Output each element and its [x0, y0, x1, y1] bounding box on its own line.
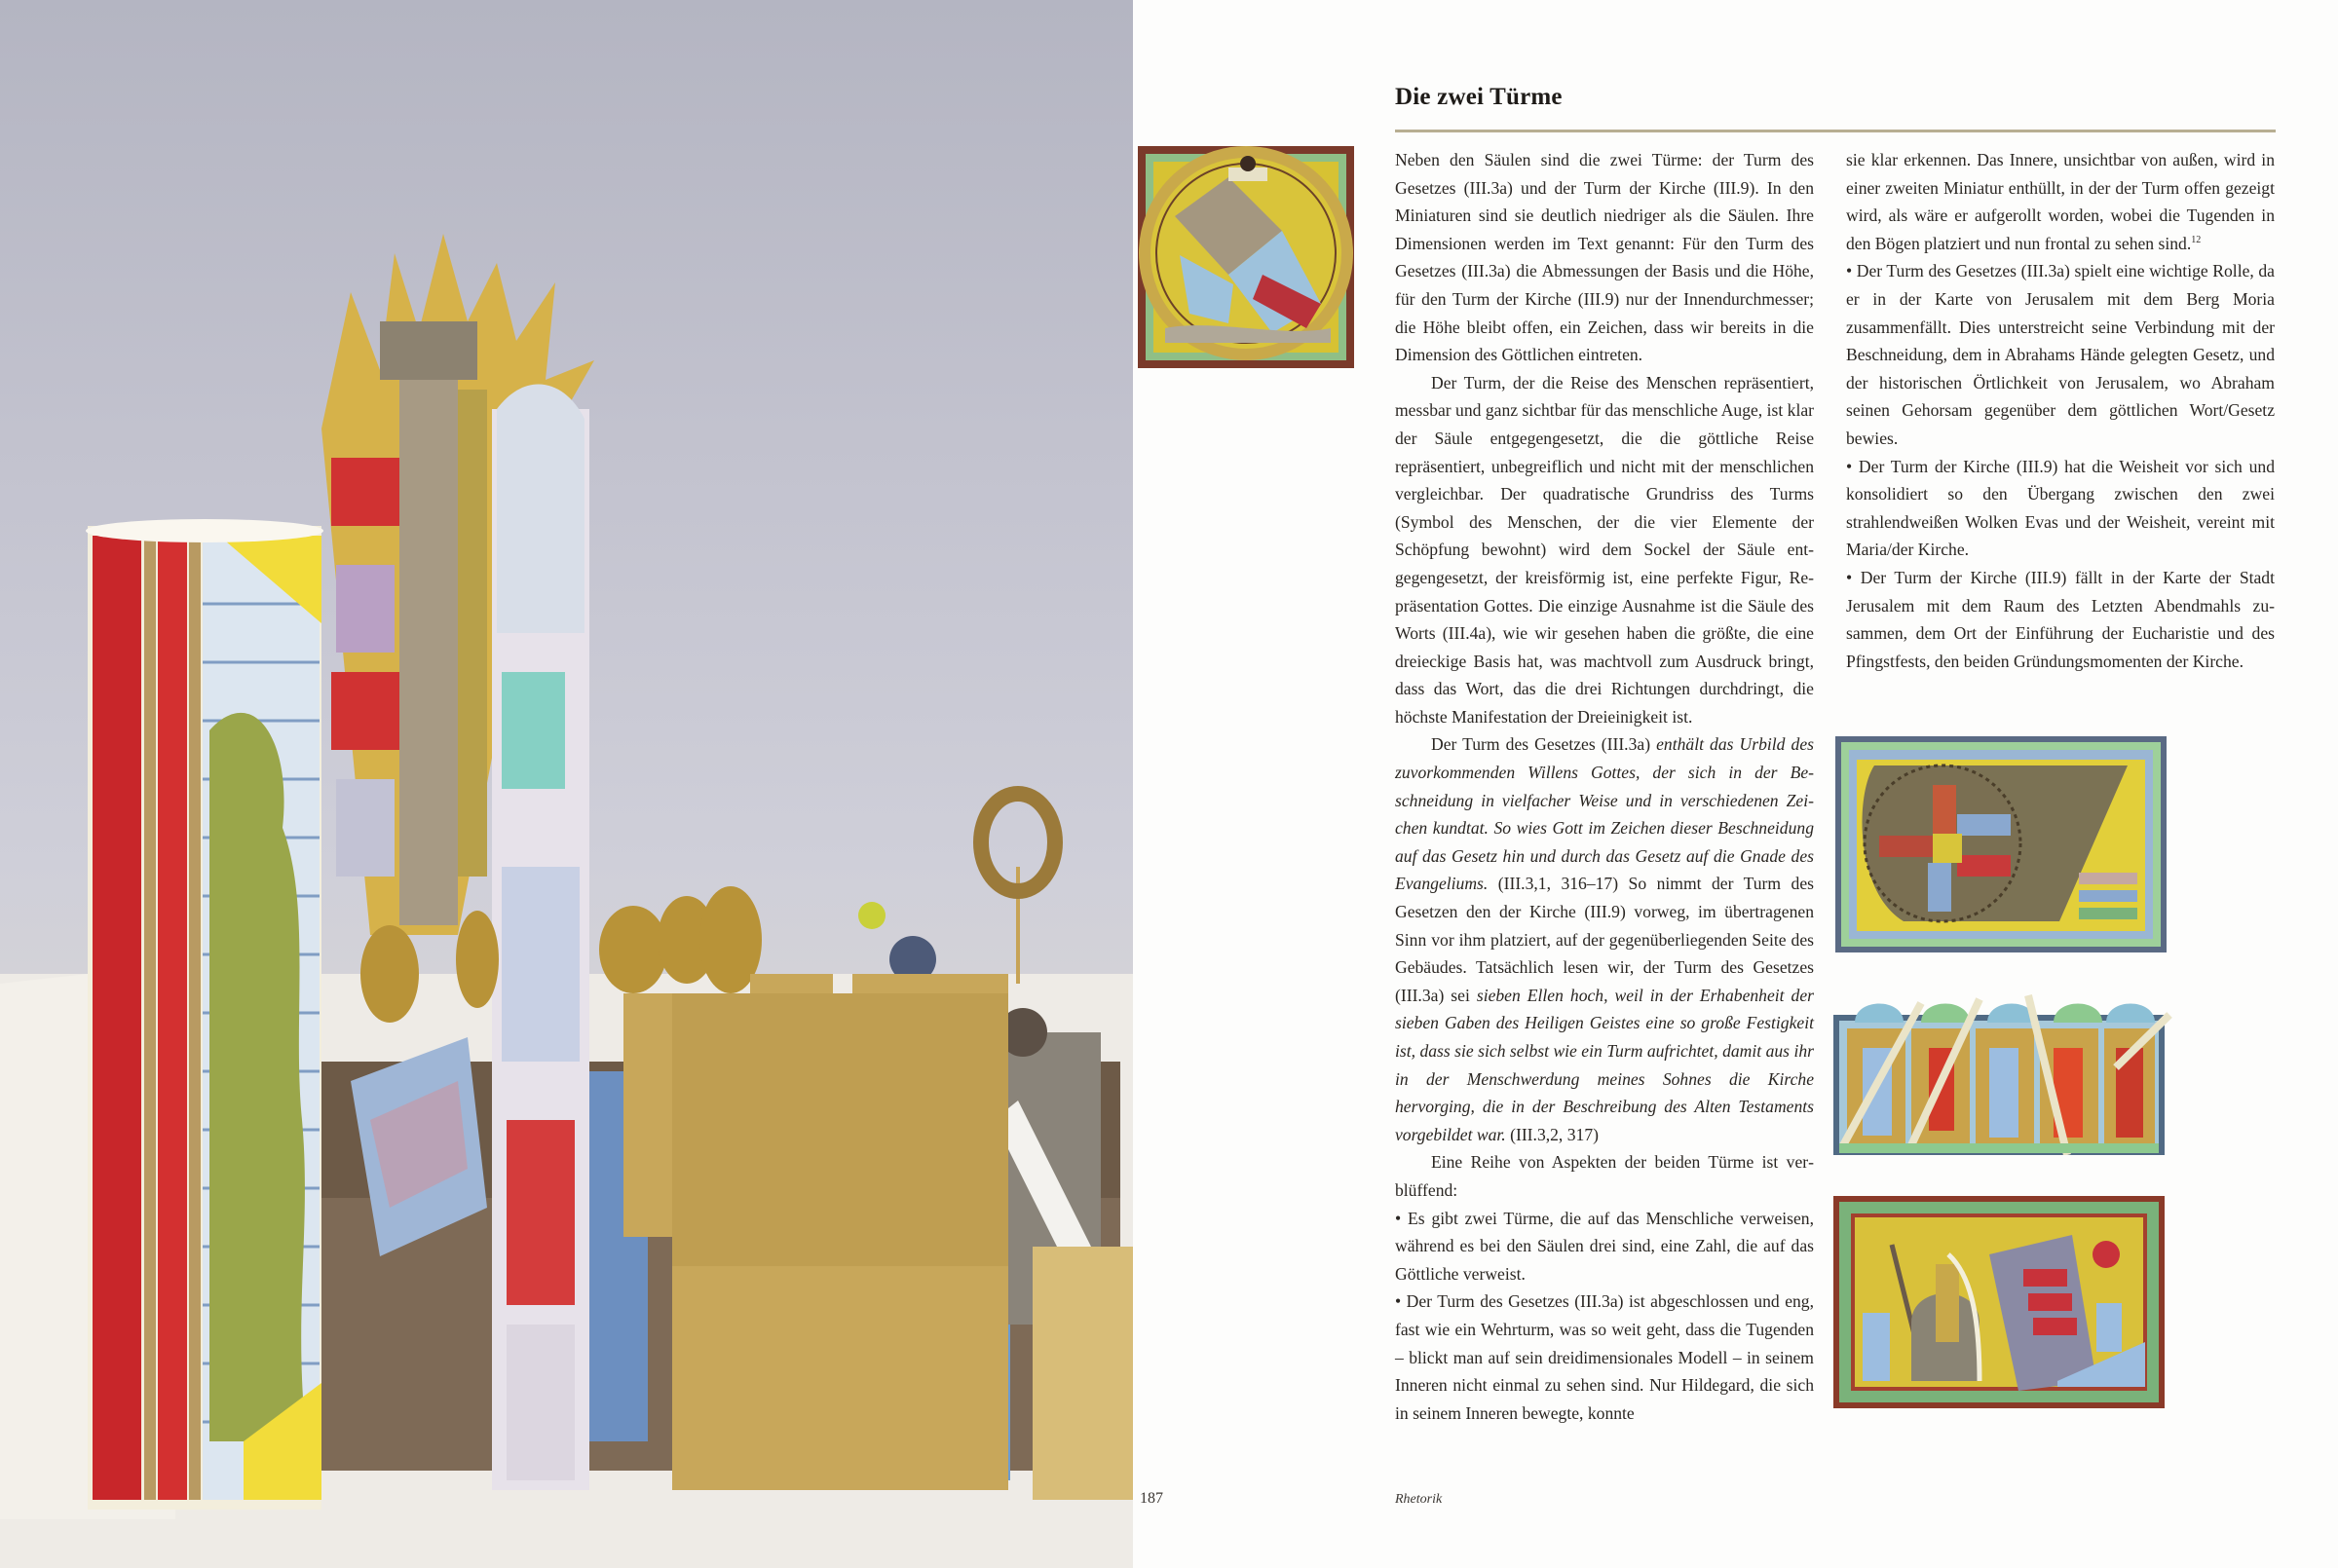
- photo-illustration: [0, 0, 1133, 1568]
- bullet-item-3: • Der Turm des Gesetzes (III.3a) spielt eine wichtige Rolle, da er in der Karte von Jerusalem mit dem Berg Moria zusammenfällt. Dies unterstreicht seine Verbindung mit der Beschneidung, dem in Abrahams Hände gelegten Gesetz, und der historischen Örtlichkeit von Jerusalem, wo Abraham seinen Gehorsam gegenüber dem göttlichen Wort/Gesetz bewies.: [1846, 261, 2275, 448]
- citation-2: (III.3,2, 317): [1510, 1124, 1599, 1144]
- footnote-reference[interactable]: 12: [2191, 234, 2202, 245]
- bullet-item-5: • Der Turm der Kirche (III.9) fällt in der Karte der Stadt Jerusalem mit dem Raum des Letzten Abendmahls zusammen, dem Ort der Einführung der Eucharistie und des Pfingstfests, den beiden Gründungsmomenten der Kirche.: [1846, 567, 2275, 671]
- left-column-model: [86, 519, 323, 1510]
- bullet-item-2: • Der Turm des Gesetzes (III.3a) ist abgeschlossen und eng, fast wie ein Wehrturm, was so weit geht, dass die Tugenden – blickt man auf sein dreidimensionales Modell – in seinem Inneren nicht einmal zu sehen sind. Nur Hildegard, die sich in seinem Inneren bewegte, konnte: [1395, 1291, 1814, 1423]
- photo-tower-models: [0, 0, 1133, 1568]
- title-rule: [1395, 130, 2276, 132]
- page-number: 187: [1140, 1490, 1163, 1507]
- miniature-tower-plan: [1835, 736, 2167, 952]
- miniature-church-tower-scene: [1833, 1196, 2165, 1408]
- paragraph-3: [1395, 730, 1814, 1148]
- running-head: Rhetorik: [1395, 1492, 1443, 1507]
- paragraph-3-intro: Der Turm des Gesetzes (III.3a): [1431, 734, 1651, 755]
- paragraph-1: Neben den Säulen sind die zwei Türme: der Turm des Gesetzes (III.3a) und der Turm der Kirche (III.9). In den Miniaturen sind sie deutlich niedriger als die Säulen. Ihre Dimensionen werden im Text genannt: Für den Turm des Gesetzes (III.3a) die Abmessungen der Basis und die Höhe, für den Turm der Kirche (III.9) nur der Innendurchmesser; die Höhe bleibt offen, ein Zeichen, dass wir bereits in die Dimension des Göttlichen eintreten.: [1395, 150, 1814, 365]
- quote-2: sieben Ellen hoch, weil in der Erhabenheit der sieben Gaben des Heiligen Geistes eine so große Festigkeit ist, dass sie sich selbst wie ein Turm aufrichtet, damit aus ihr in der Menschwerdung meines Sohnes die Kirche hervorging, die in der Beschreibung des Alten Testaments vorgebildet war.: [1395, 985, 1815, 1144]
- small-figure: [858, 902, 886, 929]
- text-column-2: [1846, 146, 2275, 675]
- bullet-item-4: • Der Turm der Kirche (III.9) hat die Weisheit vor sich und konsolidiert so den Übergang zwischen den zwei strahlendweißen Wolken Evas und der Weisheit, vereint mit Maria/der Kirche.: [1846, 456, 2275, 560]
- quote-1: enthält das Urbild des zuvorkommenden Willens Gottes, der sich in der Beschneidung in vielfacher Weise und in verschiedenen Zeichen kundtat. So wies Gott im Zeichen dieser Beschneidung auf das Gesetz hin und durch das Gesetz auf die Gnade des Evangeliums.: [1395, 734, 1814, 894]
- center-column-model: [492, 385, 589, 1490]
- paragraph-2: Der Turm, der die Reise des Menschen repräsentiert, messbar und ganz sichtbar für das menschliche Auge, ist klar der Säule entgegengesetzt, die die göttliche Reise repräsentiert, unbegreiflich und nicht mit der menschlichen vergleichbar. Der quadratische Grundriss des Turms (Symbol des Menschen, der die vier Elemente der Schöpfung bewohnt) wird dem Sockel der Säule entgegengesetzt, der kreisförmig ist, eine perfekte Figur, Repräsentation Gottes. Die einzige Ausnahme ist die Säule des Worts (III.4a), wie wir gesehen haben die größte, die eine dreieckige Basis hat, was machtvoll zum Ausdruck bringt, dass das Wort, das die drei Richtungen durchdringt, die höchste Manifestation der Dreieinigkeit ist.: [1395, 372, 1814, 727]
- citation-1: (III.3,1, 316–17) So nimmt der Turm des Gesetzen den der Kirche (III.9) vorweg, im übertragenen Sinn vor ihm platziert, auf der gegenüberliegenden Seite des Gebäudes. Tatsächlich lesen wir, der Turm des Gesetzes (III.3a) sei: [1395, 874, 1814, 1005]
- ring-on-stick: [981, 794, 1055, 984]
- paragraph-4: Eine Reihe von Aspekten der beiden Türme ist verblüffend:: [1395, 1152, 1814, 1200]
- continuation-text: sie klar erkennen. Das Innere, unsichtbar von außen, wird in einer zweiten Miniatur enthüllt, in der der Turm offen gezeigt wird, als wäre er aufgerollt worden, wobei die Tugenden in den Bögen platziert und nun frontal zu sehen sind.: [1846, 150, 2275, 253]
- miniature-virtues-arcade: [1833, 989, 2176, 1155]
- miniature-initial-roundel: [1136, 138, 1358, 372]
- bullet-item-1: • Es gibt zwei Türme, die auf das Menschliche verweisen, während es bei den Säulen drei sind, eine Zahl, die auf das Göttliche verweist.: [1395, 1208, 1814, 1284]
- text-column-1: [1395, 146, 1814, 1427]
- page-title: Die zwei Türme: [1395, 84, 1563, 110]
- continuation-paragraph: [1846, 146, 2275, 257]
